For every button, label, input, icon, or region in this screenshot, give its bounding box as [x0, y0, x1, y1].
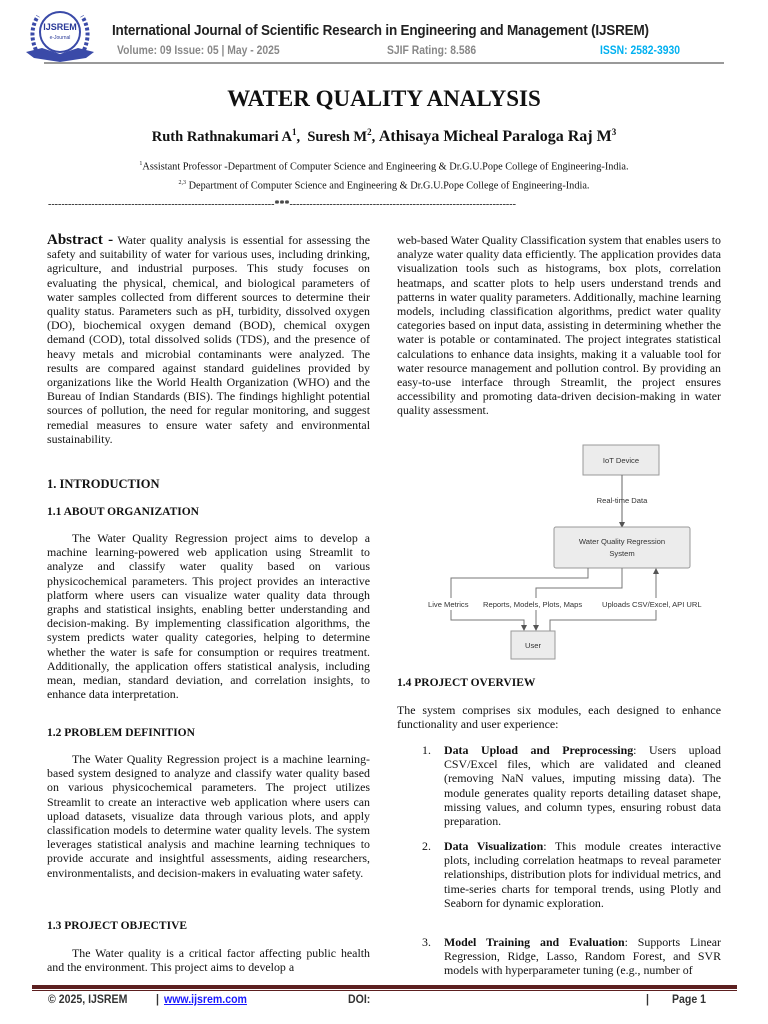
author: Suresh M — [307, 128, 368, 145]
section-1-3-text — [47, 946, 370, 974]
reports-label: Reports, Models, Plots, Maps — [483, 600, 583, 609]
list-item-text: : Users upload CSV/Excel files, which are validated and cleaned (removing NaN values, imputing missing data). The module generates quality reports detailing dataset shape, missing values, and column types, ensuring robust data preparation. — [444, 743, 721, 829]
system-label-2: System — [609, 549, 635, 558]
abstract — [47, 233, 370, 446]
footer-sep: | — [156, 992, 159, 1006]
list-item-text: : This module creates interactive plots, including correlation heatmaps to reveal parameter relationships, distribution plots for individual metrics, and time-series charts for temporal trends, using Plotly and Seaborn for dynamic exploration. — [444, 839, 722, 910]
paragraph: web-based Water Quality Classification system that enables users to analyze water quality data efficiently. The application provides data visualization tools such as histograms, box plots, correlation heatmaps, and scatter plots to help users understand trends and patterns in water quality parameters. Additionally, machine learning models, including classification algorithms, predict water quality categories based on input data, assisting in determining whether the water is potable or contaminated. The project integrates statistical calculations to enhance data insights, making it a valuable tool for water resource management and pollution control. By providing an easy-to-use interface through Streamlit, the project ensures accessibility and promoting data-driven decision-making in water quality assessment. — [397, 233, 721, 418]
separator-stars: *** — [274, 199, 290, 210]
aff-sup: 2,3 — [178, 180, 187, 186]
section-1-4-text — [397, 703, 721, 731]
list-item-text: : Supports Linear Regression, Ridge, Lasso, Random Forest, and SVR models with hyperparameter tuning (e.g., number of — [444, 935, 721, 978]
journal-title: International Journal of Scientific Research in Engineering and Management (IJSREM) — [112, 23, 649, 39]
system-label: Water Quality Regression — [578, 537, 666, 546]
paragraph: The Water quality is a critical factor affecting public health and the environment. This project aims to develop a — [47, 946, 370, 975]
list-item — [397, 743, 721, 828]
section-1-2-text — [47, 752, 370, 880]
footer-bar — [32, 985, 737, 989]
volume-info: Volume: 09 Issue: 05 | May - 2025 — [117, 45, 280, 57]
footer-doi: DOI: — [348, 992, 371, 1006]
footer-bar-thin — [32, 990, 737, 991]
uploads-label: Uploads CSV/Excel, API URL — [602, 600, 702, 609]
section-heading-introduction: 1. INTRODUCTION — [47, 477, 160, 491]
section-heading-1-4: 1.4 PROJECT OVERVIEW — [397, 677, 536, 689]
author-sup: 2 — [367, 127, 372, 137]
list-item-title: Data Visualization — [444, 839, 544, 853]
affiliation-2 — [0, 180, 768, 191]
svg-text:IJSREM: IJSREM — [43, 22, 77, 32]
author-sup: 1 — [291, 127, 297, 137]
live-metrics-label: Live Metrics — [428, 600, 469, 609]
page-number: Page 1 — [672, 992, 707, 1006]
section-heading-1-1: 1.1 ABOUT ORGANIZATION — [47, 506, 199, 518]
abstract-label: Abstract - — [47, 232, 114, 248]
list-number: 3. — [422, 935, 431, 949]
user-label: User — [524, 641, 542, 650]
author-sup: 3 — [611, 127, 617, 137]
section-1-1-text — [47, 531, 370, 701]
system-box — [554, 527, 690, 568]
sjif-rating: SJIF Rating: 8.586 — [387, 45, 477, 57]
issn: ISSN: 2582-3930 — [600, 45, 680, 57]
footer-copyright: © 2025, IJSREM — [48, 992, 128, 1006]
list-item-title: Model Training and Evaluation — [444, 935, 625, 949]
author-list: Ruth Rathnakumari $A^1$, Suresh $M^2$, Athisaya Micheal Paraloga Raj $M^3$ — [151, 127, 617, 145]
continued-text — [397, 233, 721, 418]
aff-text: Assistant Professor -Department of Computer Science and Engineering & Dr.G.U.Pope College of Engineering-India. — [142, 161, 629, 173]
author: Ruth Rathnakumari A — [151, 128, 292, 145]
separator: --------------------------------------------------------------------***-------------------------------------------------------------------- — [48, 199, 516, 210]
journal-logo — [22, 4, 98, 64]
section-heading-1-3: 1.3 PROJECT OBJECTIVE — [47, 920, 188, 932]
footer-sep-2: | — [646, 992, 649, 1006]
paragraph: The Water Quality Regression project is a machine learning-based system designed to analyze and classify water quality based on various physicochemical parameters. The project utilizes Streamlit to create an interactive web application where users can upload datasets, visualize data through various plots, and apply classification models to determine water quality levels. The system leverages statistical analysis and machine learning techniques to provide accurate and insightful assessments, aiding researchers, environmentalists, and decision-makers in evaluating water safety. — [47, 752, 370, 880]
paragraph: The Water Quality Regression project aims to develop a machine learning-powered web application using Streamlit to analyze and classify water quality based on various physicochemical parameters. This project provides an interactive platform where users can visualize water quality data through graphs and statistical insights, enabling better understanding and decision-making. By implementing classification algorithms, the system predicts water quality categories, helping to determine whether the water is safe for consumption or requires treatment. Additionally, the application offers statistical analysis, including mean, median, standard deviation, and correlation insights, to enhance data interpretation. — [47, 531, 370, 702]
list-number: 1. — [422, 743, 431, 757]
footer-link[interactable]: www.ijsrem.com — [164, 992, 247, 1006]
list-item — [397, 839, 721, 910]
system-diagram — [400, 435, 720, 665]
paper-title: WATER QUALITY ANALYSIS — [227, 86, 541, 111]
list-item-title: Data Upload and Preprocessing — [444, 743, 634, 757]
aff-text: Department of Computer Science and Engineering & Dr.G.U.Pope College of Engineering-India. — [186, 180, 590, 192]
realtime-label: Real-time Data — [596, 496, 648, 505]
affiliation-1 — [0, 161, 768, 172]
header-divider — [44, 62, 724, 64]
svg-text:e-Journal: e-Journal — [49, 35, 71, 41]
list-number: 2. — [422, 839, 431, 853]
iot-label: IoT Device — [602, 456, 640, 465]
list-item — [397, 935, 721, 978]
section-heading-1-2: 1.2 PROBLEM DEFINITION — [47, 727, 195, 739]
paragraph: The system comprises six modules, each designed to enhance functionality and user experience: — [397, 703, 721, 732]
aff-sup: 1 — [139, 161, 143, 167]
author: Athisaya Micheal Paraloga Raj M — [378, 127, 612, 145]
abstract-text: Water quality analysis is essential for assessing the safety and suitability of water for various uses, including drinking, agriculture, and industrial purposes. This study focuses on evaluating the physical, chemical, and biological parameters of water samples collected from different sources to determine their quality status. Parameters such as pH, turbidity, dissolved oxygen (DO), biochemical oxygen demand (BOD), chemical oxygen demand (COD), total dissolved solids (TDS), and the presence of heavy metals and microbial contaminants were analyzed. The results are compared against standard guidelines provided by organizations like the World Health Organization (WHO) and the Bureau of Indian Standards (BIS). The findings highlight potential sources of pollution, the need for regular monitoring, and suggest remedial measures to ensure water safety and environmental sustainability. — [47, 233, 370, 446]
